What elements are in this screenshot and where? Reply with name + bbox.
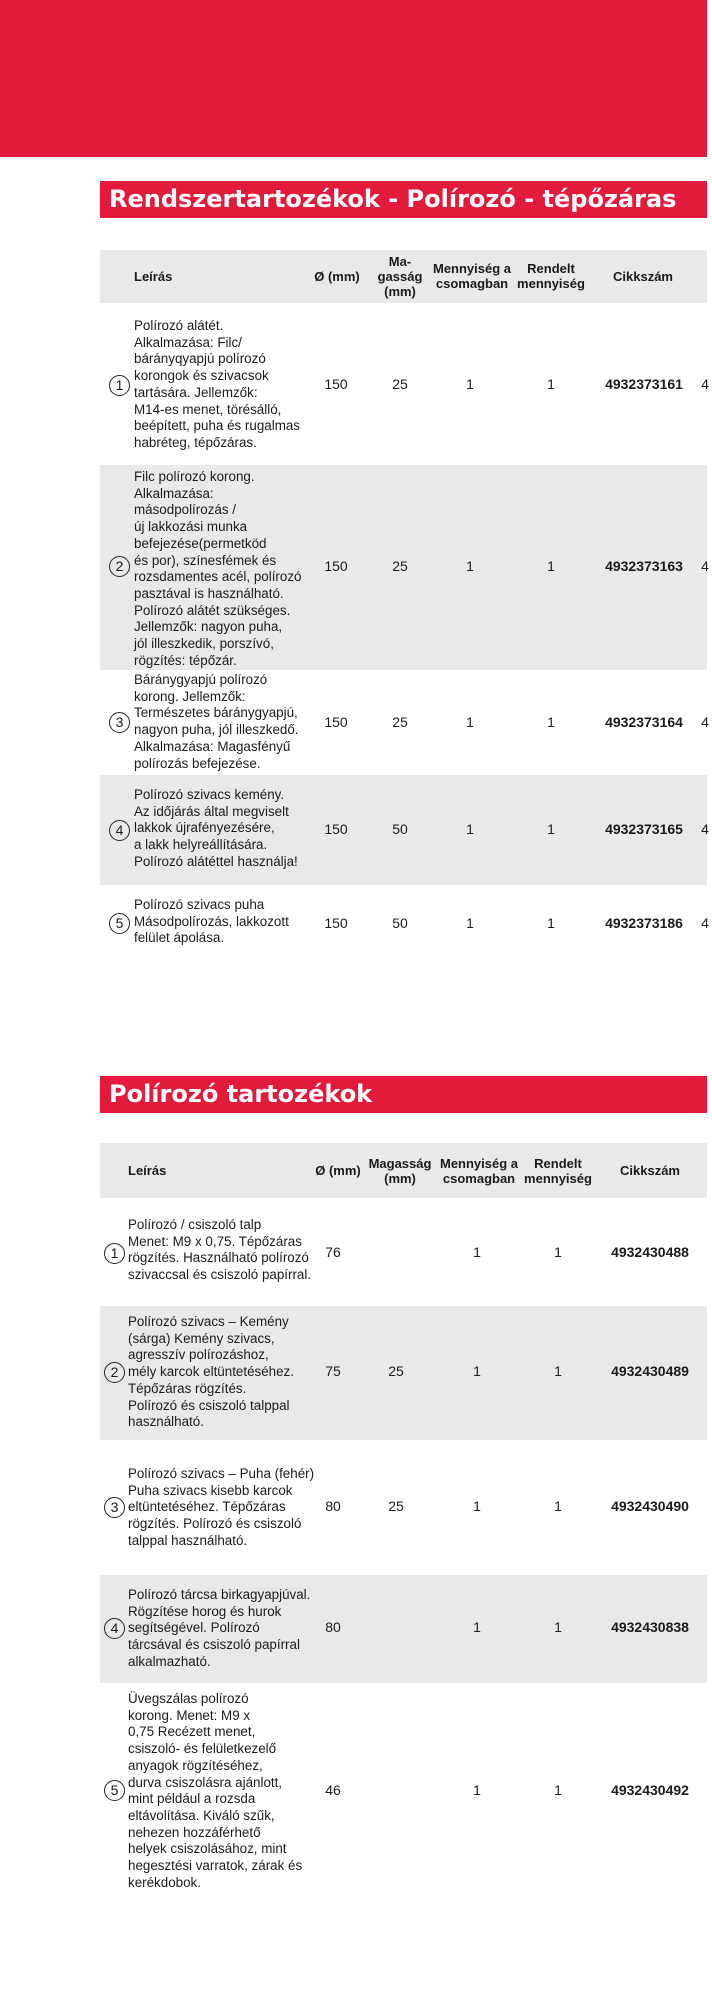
- row-description: Üvegszálas polírozó korong. Menet: M9 x 0,75 Recézett menet, csiszoló- és felületkezelő anyagok rögzítéséhez, durva csiszolásra ajánlott, mint például a rozsda eltávolítása. Kiváló szűk, nehezen hozzáférhető helyek csiszolásához, mint hegesztési varratok, zárak és kerékdobok.: [128, 1691, 303, 1890]
- row-number: 3: [109, 712, 130, 733]
- table-row: [100, 1198, 707, 1306]
- row-sku: 4932430489: [611, 1363, 689, 1379]
- section2-title: Polírozó tartozékok: [100, 1076, 707, 1113]
- row-sku: 4932373163: [605, 558, 683, 574]
- row-package-qty: 1: [473, 1363, 481, 1379]
- table-row: [100, 1306, 707, 1440]
- header-ordered-qty: Rendelt mennyiség: [517, 261, 585, 291]
- row-extra: 4: [701, 376, 709, 392]
- row-package-qty: 1: [466, 714, 474, 730]
- row-ordered-qty: 1: [547, 915, 555, 931]
- row-number: 4: [104, 1618, 125, 1639]
- section1-table-header: [100, 250, 707, 303]
- row-description: Polírozó alátét. Alkalmazása: Filc/ bárányqyapjú polírozó korongok és szivacsok tartására. Jellemzők: M14-es menet, törésálló, beépített, puha és rugalmas habréteg, tépőzáras.: [134, 318, 301, 450]
- row-sku: 4932373186: [605, 915, 683, 931]
- row-package-qty: 1: [473, 1619, 481, 1635]
- table-row: [100, 465, 707, 670]
- row-sku: 4932430492: [611, 1782, 689, 1798]
- row-height: 25: [392, 558, 408, 574]
- row-diameter: 46: [325, 1782, 341, 1798]
- row-package-qty: 1: [466, 558, 474, 574]
- row-height: 25: [388, 1498, 404, 1514]
- row-diameter: 150: [324, 558, 348, 574]
- row-diameter: 150: [324, 821, 348, 837]
- header-ordered-qty: Rendelt mennyiség: [524, 1156, 592, 1186]
- row-ordered-qty: 1: [547, 821, 555, 837]
- row-diameter: 150: [324, 376, 348, 392]
- section1-title: Rendszertartozékok - Polírozó - tépőzáras: [100, 181, 707, 218]
- header-diameter: Ø (mm): [314, 269, 360, 284]
- row-description: Polírozó szivacs puha Másodpolírozás, lakkozott felület ápolása.: [134, 897, 289, 946]
- row-description: Polírozó szivacs – Kemény (sárga) Kemény szivacs, agresszív polírozáshoz, mély karcok eltüntetéséhez. Tépőzáras rögzítés. Polírozó és csiszoló talppal használható.: [128, 1314, 294, 1430]
- row-height: 25: [388, 1363, 404, 1379]
- row-package-qty: 1: [466, 821, 474, 837]
- row-ordered-qty: 1: [547, 558, 555, 574]
- header-description: Leírás: [134, 269, 173, 284]
- row-ordered-qty: 1: [547, 376, 555, 392]
- row-height: 25: [392, 714, 408, 730]
- section2-table-header: [100, 1143, 707, 1198]
- row-sku: 4932373165: [605, 821, 683, 837]
- row-number: 2: [104, 1362, 125, 1383]
- row-package-qty: 1: [473, 1782, 481, 1798]
- row-extra: 4: [701, 558, 709, 574]
- table-row: [100, 1575, 707, 1683]
- row-number: 1: [104, 1243, 125, 1264]
- row-height: 50: [392, 821, 408, 837]
- table-row: [100, 885, 707, 965]
- row-ordered-qty: 1: [554, 1363, 562, 1379]
- row-sku: 4932430490: [611, 1498, 689, 1514]
- row-package-qty: 1: [466, 376, 474, 392]
- row-sku: 4932373164: [605, 714, 683, 730]
- row-description: Polírozó szivacs kemény. Az időjárás által megviselt lakkok újrafényezésére, a lakk helyreállítására. Polírozó alátéttel használja!: [134, 787, 298, 869]
- row-extra: 4: [701, 714, 709, 730]
- row-diameter: 76: [325, 1244, 341, 1260]
- row-description: Báránygyapjú polírozó korong. Jellemzők: Természetes báránygyapjú, nagyon puha, jól illeszkedő. Alkalmazása: Magasfényű polírozás befejezése.: [134, 672, 299, 771]
- header-package-qty: Mennyiség a csomagban: [432, 261, 512, 291]
- row-diameter: 75: [325, 1363, 341, 1379]
- header-description: Leírás: [128, 1163, 167, 1178]
- header-diameter: Ø (mm): [315, 1163, 361, 1178]
- header-height: Ma- gasság (mm): [377, 254, 423, 299]
- row-number: 5: [104, 1780, 125, 1801]
- row-diameter: 150: [324, 915, 348, 931]
- row-extra: 4: [701, 915, 709, 931]
- row-number: 1: [109, 375, 130, 396]
- row-number: 2: [109, 556, 130, 577]
- row-package-qty: 1: [473, 1244, 481, 1260]
- row-extra: 4: [701, 821, 709, 837]
- table-row: [100, 775, 707, 885]
- row-description: Filc polírozó korong. Alkalmazása: másodpolírozás / új lakkozási munka befejezése(permetköd és por), színesfémek és rozsdamentes acél, polírozó pasztával is használható. Polírozó alátét szükséges. Jellemzők: nagyon puha, jól illeszkedik, porszívó, rögzítés: tépőzár.: [134, 469, 302, 668]
- table-row: [100, 1440, 707, 1575]
- row-ordered-qty: 1: [554, 1619, 562, 1635]
- row-number: 5: [109, 913, 130, 934]
- header-package-qty: Mennyiség a csomagban: [439, 1156, 519, 1186]
- row-package-qty: 1: [466, 915, 474, 931]
- row-diameter: 80: [325, 1619, 341, 1635]
- top-red-banner: [0, 0, 707, 157]
- row-diameter: 80: [325, 1498, 341, 1514]
- row-package-qty: 1: [473, 1498, 481, 1514]
- row-sku: 4932373161: [605, 376, 683, 392]
- row-description: Polírozó szivacs – Puha (fehér) Puha szivacs kisebb karcok eltüntetéséhez. Tépőzáras rögzítés. Polírozó és csiszoló talppal használható.: [128, 1466, 315, 1548]
- row-diameter: 150: [324, 714, 348, 730]
- row-description: Polírozó tárcsa birkagyapjúval. Rögzítése horog és hurok segítségével. Polírozó tárcsával és csiszoló papírral alkalmazható.: [128, 1587, 311, 1669]
- row-ordered-qty: 1: [554, 1782, 562, 1798]
- row-height: 50: [392, 915, 408, 931]
- table-row: [100, 1683, 707, 1903]
- header-sku: Cikkszám: [613, 269, 673, 284]
- row-sku: 4932430838: [611, 1619, 689, 1635]
- table-row: [100, 670, 707, 775]
- row-sku: 4932430488: [611, 1244, 689, 1260]
- row-ordered-qty: 1: [554, 1498, 562, 1514]
- header-sku: Cikkszám: [620, 1163, 680, 1178]
- row-number: 4: [109, 820, 130, 841]
- header-height: Magasság (mm): [368, 1156, 432, 1186]
- row-height: 25: [392, 376, 408, 392]
- row-ordered-qty: 1: [547, 714, 555, 730]
- table-row: [100, 303, 707, 465]
- row-description: Polírozó / csiszoló talp Menet: M9 x 0,75. Tépőzáras rögzítés. Használható polírozó szivaccsal és csiszoló papírral.: [128, 1217, 312, 1283]
- row-number: 3: [104, 1497, 125, 1518]
- row-ordered-qty: 1: [554, 1244, 562, 1260]
